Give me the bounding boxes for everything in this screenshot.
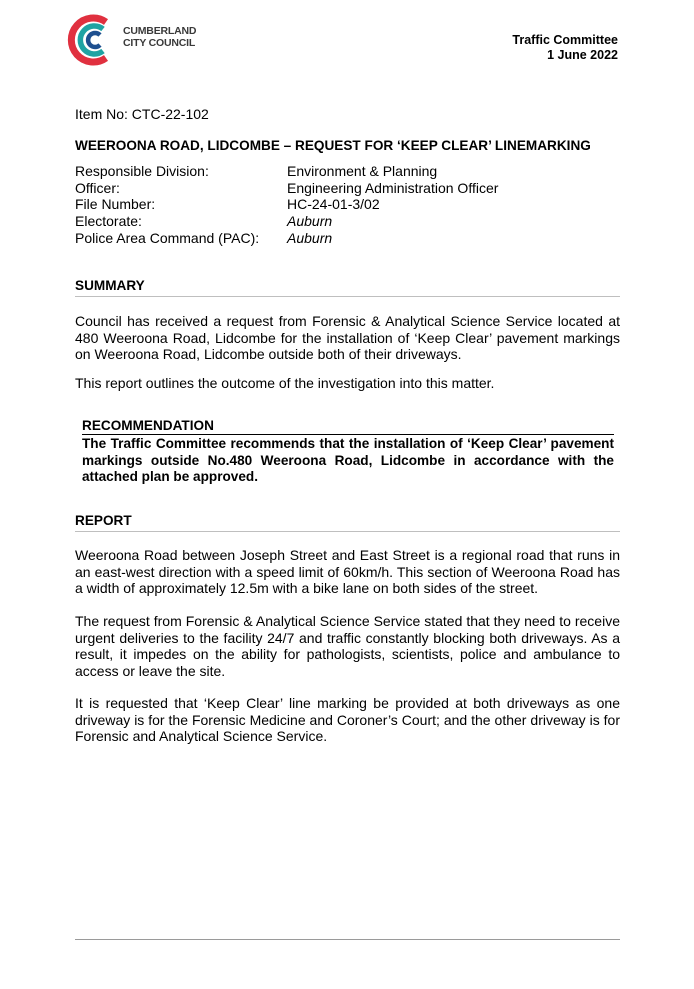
council-logo [66,12,196,68]
meta-value: Environment & Planning [287,163,438,179]
footer-divider [75,939,620,940]
logo-line-2: CITY COUNCIL [123,37,196,49]
report-paragraph: The request from Forensic & Analytical Science Service stated that they need to receive urgent deliveries to the facility 24/7 and traffic constantly blocking both driveways. As a result, it impedes on the ability for pathologists, scientists, police and ambulance to access or leave the site. [75,613,620,680]
logo-line-1: CUMBERLAND [123,25,197,37]
meta-row-file-number [75,196,620,213]
report-paragraph: Weeroona Road between Joseph Street and East Street is a regional road that runs in an east-west direction with a speed limit of 60km/h. This section of Weeroona Road has a width of approximately 12.5m with a bike lane on both sides of the street. [75,547,620,597]
meta-row-division [75,163,620,180]
recommendation-heading: RECOMMENDATION [82,418,214,433]
report-paragraph: It is requested that ‘Keep Clear’ line marking be provided at both driveways as one driveway is for the Forensic Medicine and Coroner’s Court; and the other driveway is for Forensic and Analytical Science Service. [75,695,620,745]
meta-label: Police Area Command (PAC): [75,229,260,246]
meta-table [75,163,620,246]
meta-value: Auburn [287,229,333,246]
council-logo-icon [66,12,122,68]
report-heading: REPORT [75,512,620,532]
summary-paragraph: This report outlines the outcome of the investigation into this matter. [75,375,495,391]
item-number: Item No: CTC-22-102 [75,106,209,122]
meta-row-electorate [75,213,620,230]
meeting-date: 1 June 2022 [547,48,618,62]
meta-value: HC-24-01-3/02 [287,196,380,213]
meta-label: File Number: [75,196,156,213]
summary-paragraph: Council has received a request from Forensic & Analytical Science Service located at 480 Weeroona Road, Lidcombe for the installation of ‘Keep Clear’ pavement markings on Weeroona Road, Lidcombe outside both of their driveways. [75,313,620,363]
meta-value: Engineering Administration Officer [287,179,499,196]
meta-label: Responsible Division: [75,163,209,179]
meta-label: Electorate: [75,213,142,230]
meta-label: Officer: [75,179,120,196]
logo-wordmark [123,25,196,49]
header-info [512,33,618,63]
meta-row-officer [75,180,620,197]
report-title: WEEROONA ROAD, LIDCOMBE – REQUEST FOR ‘KEEP CLEAR’ LINEMARKING [75,138,591,153]
recommendation-text: The Traffic Committee recommends that the installation of ‘Keep Clear’ pavement markings outside No.480 Weeroona Road, Lidcombe in accordance with the attached plan be approved. [82,436,614,485]
committee-name: Traffic Committee [512,33,618,47]
meta-row-pac [75,230,620,247]
recommendation-box [82,417,614,486]
meta-value: Auburn [287,213,333,230]
summary-heading: SUMMARY [75,277,620,297]
